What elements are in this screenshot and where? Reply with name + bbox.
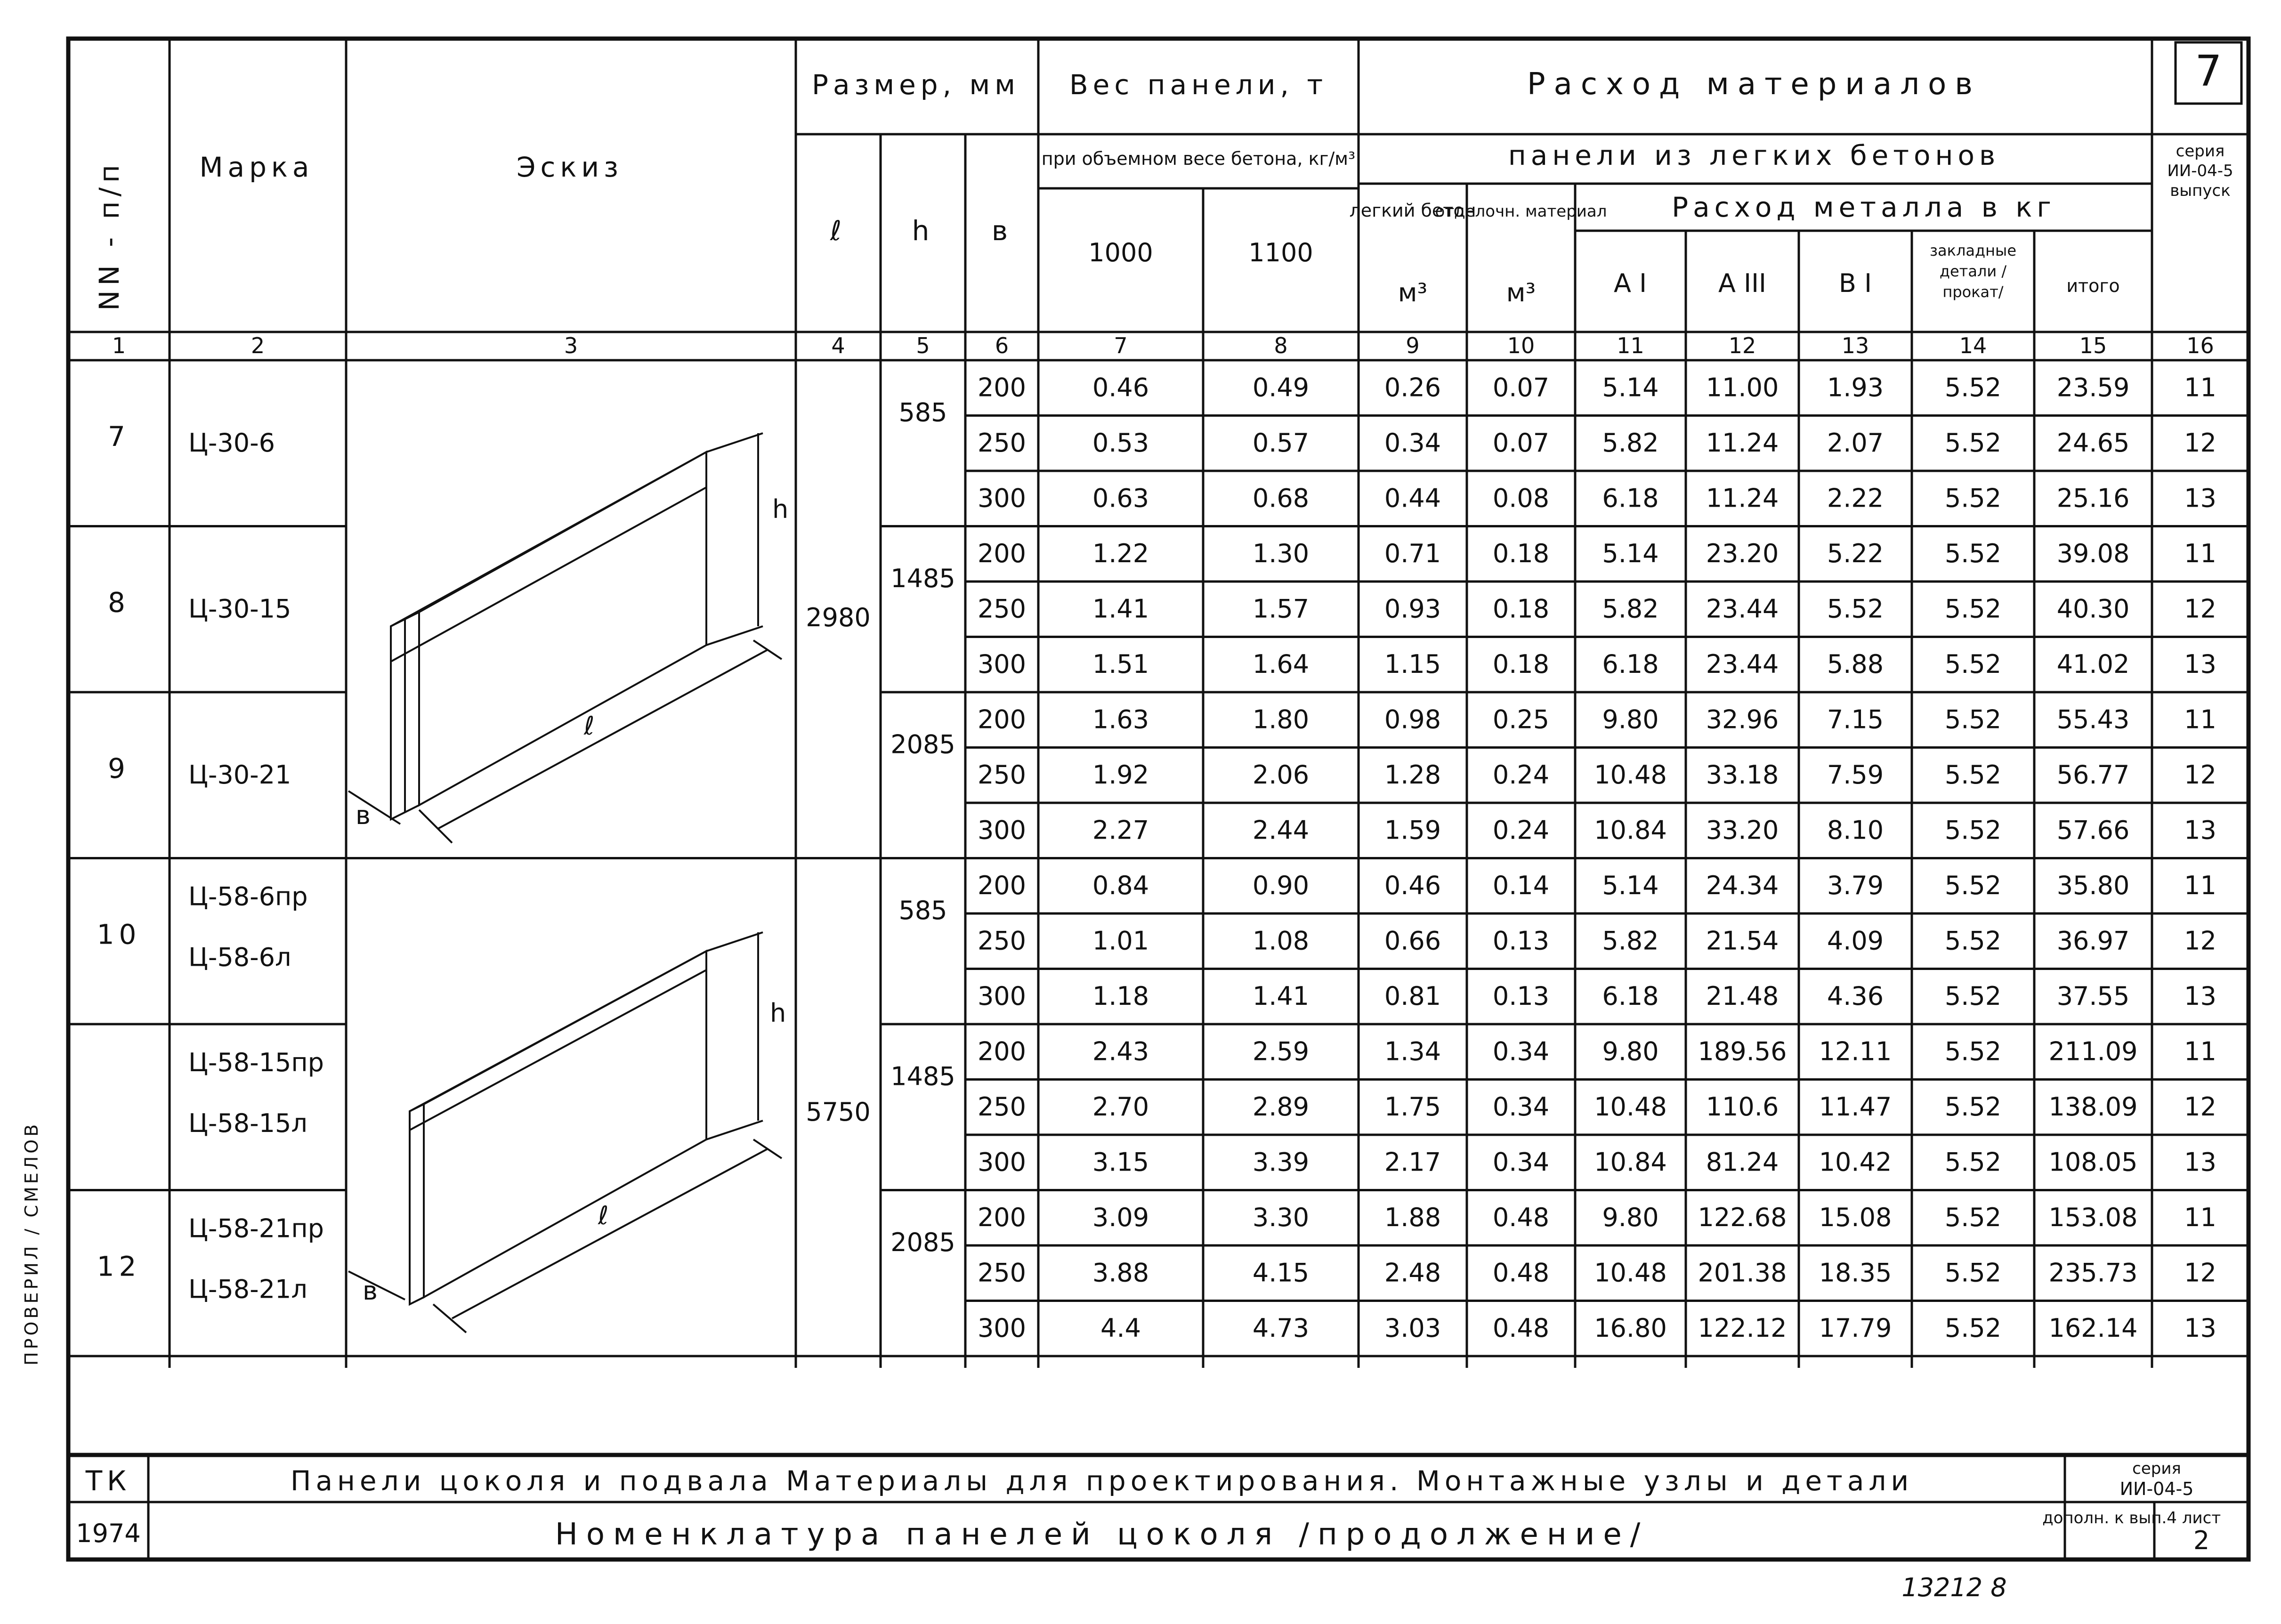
table-cell: 2.06 xyxy=(1252,759,1310,790)
header-embedded: закладные детали /прокат/ xyxy=(1929,242,2016,301)
table-cell: 11 xyxy=(2184,372,2216,403)
table-cell: 17.79 xyxy=(1819,1313,1892,1343)
header-light-concrete: легкий бетон xyxy=(1349,200,1476,221)
table-cell: 5.52 xyxy=(1944,372,2002,403)
table-cell: 1.18 xyxy=(1092,981,1149,1011)
table-cell: 250 xyxy=(977,1258,1027,1288)
table-cell: 189.56 xyxy=(1698,1036,1787,1067)
table-cell: 5.52 xyxy=(1944,759,2002,790)
table-cell: 3.09 xyxy=(1092,1202,1149,1232)
column-number: 1 xyxy=(112,333,126,358)
table-cell: 13 xyxy=(2184,649,2216,679)
column-number: 12 xyxy=(1728,333,1756,358)
table-cell: 11.00 xyxy=(1706,372,1779,403)
table-body xyxy=(68,372,2249,1356)
table-cell: 5.82 xyxy=(1602,428,1659,458)
header-unit-concrete: м³ xyxy=(1398,278,1428,307)
sheet-number: 7 xyxy=(2195,47,2222,96)
table-cell: 4.36 xyxy=(1827,981,1884,1011)
table-cell: 12 xyxy=(2184,428,2216,458)
panel-mark: Ц-58-15л xyxy=(188,1108,307,1139)
table-cell: 300 xyxy=(977,1313,1027,1343)
header-grid xyxy=(68,39,2249,1368)
footer-series-label: серия xyxy=(2132,1459,2181,1478)
panel-height: 2085 xyxy=(890,1227,955,1257)
table-cell: 2.07 xyxy=(1827,428,1884,458)
table-cell: 0.14 xyxy=(1492,870,1550,900)
table-cell: 2.44 xyxy=(1252,815,1310,845)
table-cell: 2.22 xyxy=(1827,483,1884,513)
table-cell: 0.93 xyxy=(1384,594,1441,624)
panel-mark: Ц-58-21пр xyxy=(188,1213,324,1244)
table-cell: 0.08 xyxy=(1492,483,1550,513)
table-cell: 13 xyxy=(2184,1313,2216,1343)
table-cell: 0.18 xyxy=(1492,538,1550,568)
table-cell: 0.48 xyxy=(1492,1313,1550,1343)
table-cell: 6.18 xyxy=(1602,981,1659,1011)
header-weight-1100: 1100 xyxy=(1248,238,1313,267)
table-cell: 11 xyxy=(2184,1202,2216,1232)
table-cell: 21.54 xyxy=(1706,926,1779,956)
table-cell: 0.24 xyxy=(1492,815,1550,845)
table-cell: 23.59 xyxy=(2056,372,2130,403)
table-cell: 5.22 xyxy=(1827,538,1884,568)
footer-series-value: ИИ-04-5 xyxy=(2119,1479,2194,1499)
table-cell: 7.59 xyxy=(1827,759,1884,790)
sketch2-h-label: h xyxy=(770,998,786,1028)
table-cell: 5.14 xyxy=(1602,372,1659,403)
table-cell: 5.52 xyxy=(1944,704,2002,735)
table-cell: 122.12 xyxy=(1698,1313,1787,1343)
table-cell: 1.88 xyxy=(1384,1202,1441,1232)
table-cell: 40.30 xyxy=(2056,594,2130,624)
table-cell: 3.03 xyxy=(1384,1313,1441,1343)
table-cell: 0.13 xyxy=(1492,926,1550,956)
header-nn: NN - п/п xyxy=(93,160,125,311)
row-number: 7 xyxy=(108,420,130,453)
panel-sketch-30 xyxy=(348,433,788,843)
table-cell: 1.28 xyxy=(1384,759,1441,790)
footer-addendum: дополн. к вып.4 xyxy=(2042,1509,2177,1527)
table-cell: 55.43 xyxy=(2056,704,2130,735)
table-cell: 2.43 xyxy=(1092,1036,1149,1067)
table-cell: 4.4 xyxy=(1100,1313,1141,1343)
column-number: 7 xyxy=(1114,333,1128,358)
column-number: 9 xyxy=(1406,333,1420,358)
table-cell: 5.52 xyxy=(1944,538,2002,568)
column-number: 10 xyxy=(1507,333,1535,358)
row-number: 9 xyxy=(108,752,130,785)
table-cell: 1.08 xyxy=(1252,926,1310,956)
length-value-2980: 2980 xyxy=(806,603,871,632)
column-number: 16 xyxy=(2186,333,2214,358)
table-cell: 18.35 xyxy=(1819,1258,1892,1288)
table-cell: 11.47 xyxy=(1819,1091,1892,1122)
panel-mark: Ц-30-15 xyxy=(188,594,291,624)
table-cell: 0.07 xyxy=(1492,428,1550,458)
panel-mark: Ц-30-6 xyxy=(188,428,275,458)
table-cell: 5.52 xyxy=(1944,649,2002,679)
table-cell: 11.24 xyxy=(1706,483,1779,513)
footer-subtitle: Номенклатура панелей цоколя /продолжение/ xyxy=(555,1517,1649,1552)
table-cell: 7.15 xyxy=(1827,704,1884,735)
table-cell: 0.46 xyxy=(1384,870,1441,900)
table-cell: 16.80 xyxy=(1594,1313,1667,1343)
panel-sketch-58 xyxy=(348,932,786,1333)
table-cell: 2.70 xyxy=(1092,1091,1149,1122)
header-weight-sub: при объемном весе бетона, кг/м³ xyxy=(1041,148,1356,169)
table-cell: 25.16 xyxy=(2056,483,2130,513)
table-cell: 10.84 xyxy=(1594,815,1667,845)
table-cell: 5.52 xyxy=(1944,1258,2002,1288)
table-cell: 5.52 xyxy=(1944,428,2002,458)
table-cell: 39.08 xyxy=(2056,538,2130,568)
table-cell: 0.53 xyxy=(1092,428,1149,458)
table-cell: 5.52 xyxy=(1944,815,2002,845)
table-cell: 5.82 xyxy=(1602,594,1659,624)
table-cell: 11 xyxy=(2184,1036,2216,1067)
table-cell: 1.59 xyxy=(1384,815,1441,845)
table-cell: 200 xyxy=(977,704,1027,735)
table-cell: 0.63 xyxy=(1092,483,1149,513)
table-cell: 1.93 xyxy=(1827,372,1884,403)
table-cell: 300 xyxy=(977,815,1027,845)
table-cell: 235.73 xyxy=(2048,1258,2138,1288)
table-cell: 250 xyxy=(977,594,1027,624)
sketch2-l-label: ℓ xyxy=(598,1201,609,1230)
table-cell: 122.68 xyxy=(1698,1202,1787,1232)
table-cell: 33.18 xyxy=(1706,759,1779,790)
table-cell: 0.66 xyxy=(1384,926,1441,956)
column-number: 8 xyxy=(1274,333,1288,358)
table-cell: 56.77 xyxy=(2056,759,2130,790)
footer-year: 1974 xyxy=(76,1519,141,1548)
column-number: 3 xyxy=(564,333,578,358)
header-size-h: h xyxy=(912,215,934,247)
table-cell: 37.55 xyxy=(2056,981,2130,1011)
table-cell: 5.52 xyxy=(1944,483,2002,513)
table-cell: 57.66 xyxy=(2056,815,2130,845)
footer-sheet-label: лист xyxy=(2182,1509,2221,1527)
table-cell: 24.65 xyxy=(2056,428,2130,458)
header-unit-finishing: м³ xyxy=(1506,278,1536,307)
header-size-b: в xyxy=(991,215,1013,247)
table-cell: 23.44 xyxy=(1706,649,1779,679)
table-cell: 200 xyxy=(977,870,1027,900)
table-cell: 1.41 xyxy=(1252,981,1310,1011)
table-cell: 300 xyxy=(977,483,1027,513)
table-cell: 138.09 xyxy=(2048,1091,2138,1122)
footer-title: Панели цоколя и подвала Материалы для проектирования. Монтажные узлы и детали xyxy=(290,1465,1914,1497)
table-cell: 11 xyxy=(2184,538,2216,568)
header-b1: В I xyxy=(1838,268,1872,298)
table-cell: 2.89 xyxy=(1252,1091,1310,1122)
table-cell: 5.52 xyxy=(1827,594,1884,624)
table-cell: 5.52 xyxy=(1944,926,2002,956)
column-number: 6 xyxy=(995,333,1009,358)
table-cell: 0.34 xyxy=(1492,1147,1550,1177)
table-cell: 0.34 xyxy=(1492,1036,1550,1067)
table-cell: 0.68 xyxy=(1252,483,1310,513)
header-size-l: ℓ xyxy=(830,215,846,247)
table-cell: 8.10 xyxy=(1827,815,1884,845)
table-cell: 110.6 xyxy=(1706,1091,1779,1122)
table-cell: 0.18 xyxy=(1492,594,1550,624)
length-value-5750: 5750 xyxy=(806,1097,871,1127)
table-cell: 9.80 xyxy=(1602,1036,1659,1067)
table-cell: 13 xyxy=(2184,981,2216,1011)
table-cell: 250 xyxy=(977,428,1027,458)
table-cell: 5.52 xyxy=(1944,594,2002,624)
table-cell: 0.57 xyxy=(1252,428,1310,458)
table-cell: 0.46 xyxy=(1092,372,1149,403)
table-cell: 12 xyxy=(2184,1091,2216,1122)
table-cell: 3.79 xyxy=(1827,870,1884,900)
table-cell: 1.22 xyxy=(1092,538,1149,568)
table-cell: 13 xyxy=(2184,1147,2216,1177)
table-cell: 1.63 xyxy=(1092,704,1149,735)
table-cell: 4.73 xyxy=(1252,1313,1310,1343)
panel-mark: Ц-58-21л xyxy=(188,1274,307,1304)
table-cell: 1.15 xyxy=(1384,649,1441,679)
table-cell: 0.13 xyxy=(1492,981,1550,1011)
table-cell: 1.57 xyxy=(1252,594,1310,624)
table-cell: 41.02 xyxy=(2056,649,2130,679)
table-cell: 200 xyxy=(977,1036,1027,1067)
table-cell: 300 xyxy=(977,649,1027,679)
table-cell: 1.34 xyxy=(1384,1036,1441,1067)
column-number: 5 xyxy=(916,333,930,358)
table-cell: 2.48 xyxy=(1384,1258,1441,1288)
table-cell: 32.96 xyxy=(1706,704,1779,735)
table-cell: 35.80 xyxy=(2056,870,2130,900)
sketch2-b-label: в xyxy=(363,1276,378,1306)
table-cell: 0.24 xyxy=(1492,759,1550,790)
table-cell: 5.88 xyxy=(1827,649,1884,679)
table-cell: 6.18 xyxy=(1602,483,1659,513)
table-cell: 3.88 xyxy=(1092,1258,1149,1288)
table-cell: 5.14 xyxy=(1602,870,1659,900)
table-cell: 36.97 xyxy=(2056,926,2130,956)
table-cell: 11 xyxy=(2184,704,2216,735)
table-cell: 0.49 xyxy=(1252,372,1310,403)
table-cell: 250 xyxy=(977,1091,1027,1122)
table-cell: 0.84 xyxy=(1092,870,1149,900)
table-cell: 2.59 xyxy=(1252,1036,1310,1067)
table-cell: 153.08 xyxy=(2048,1202,2138,1232)
header-materials-sub: панели из легких бетонов xyxy=(1508,139,2000,171)
header-finishing: отделочн. материал xyxy=(1435,202,1607,221)
table-cell: 0.34 xyxy=(1384,428,1441,458)
table-cell: 12 xyxy=(2184,759,2216,790)
table-cell: 5.52 xyxy=(1944,870,2002,900)
table-cell: 5.82 xyxy=(1602,926,1659,956)
table-cell: 12 xyxy=(2184,594,2216,624)
panel-mark: Ц-58-15пр xyxy=(188,1047,324,1077)
header-texts xyxy=(93,67,2244,330)
table-cell: 2.27 xyxy=(1092,815,1149,845)
margin-stamp: ПРОВЕРИЛ / СМЕЛОВ xyxy=(21,1121,42,1365)
table-cell: 13 xyxy=(2184,815,2216,845)
table-cell: 0.48 xyxy=(1492,1202,1550,1232)
table-cell: 1.51 xyxy=(1092,649,1149,679)
header-sketch: Эскиз xyxy=(517,151,623,183)
row-number: 12 xyxy=(97,1250,141,1283)
header-total: итого xyxy=(2066,275,2120,296)
table-cell: 23.20 xyxy=(1706,538,1779,568)
panel-mark: Ц-58-6л xyxy=(188,942,291,972)
header-mark: Марка xyxy=(199,151,314,183)
panel-height: 2085 xyxy=(890,729,955,759)
table-cell: 200 xyxy=(977,372,1027,403)
table-cell: 1.80 xyxy=(1252,704,1310,735)
table-cell: 250 xyxy=(977,759,1027,790)
table-cell: 1.64 xyxy=(1252,649,1310,679)
table-cell: 1.92 xyxy=(1092,759,1149,790)
table-cell: 0.26 xyxy=(1384,372,1441,403)
table-cell: 12.11 xyxy=(1819,1036,1892,1067)
table-cell: 5.52 xyxy=(1944,1202,2002,1232)
header-weight-1000: 1000 xyxy=(1088,238,1153,267)
sketch1-h-label: h xyxy=(772,494,789,524)
table-cell: 1.01 xyxy=(1092,926,1149,956)
panel-height: 585 xyxy=(898,397,947,428)
table-cell: 108.05 xyxy=(2048,1147,2138,1177)
table-cell: 23.44 xyxy=(1706,594,1779,624)
table-cell: 5.14 xyxy=(1602,538,1659,568)
row-number: 10 xyxy=(97,918,141,951)
table-cell: 12 xyxy=(2184,1258,2216,1288)
table-cell: 0.81 xyxy=(1384,981,1441,1011)
column-number: 2 xyxy=(251,333,265,358)
table-cell: 3.30 xyxy=(1252,1202,1310,1232)
sketch1-b-label: в xyxy=(356,800,371,830)
table-cell: 211.09 xyxy=(2048,1036,2138,1067)
header-series: серия ИИ-04-5 выпуск xyxy=(2167,142,2233,200)
panel-mark: Ц-58-6пр xyxy=(188,881,308,912)
table-cell: 10.48 xyxy=(1594,759,1667,790)
table-cell: 0.34 xyxy=(1492,1091,1550,1122)
table-cell: 6.18 xyxy=(1602,649,1659,679)
header-size: Размер, мм xyxy=(812,69,1020,101)
column-number: 14 xyxy=(1959,333,1987,358)
table-cell: 0.48 xyxy=(1492,1258,1550,1288)
table-cell: 162.14 xyxy=(2048,1313,2138,1343)
table-cell: 10.48 xyxy=(1594,1258,1667,1288)
panel-mark: Ц-30-21 xyxy=(188,759,291,790)
row-number: 8 xyxy=(108,586,130,619)
table-cell: 13 xyxy=(2184,483,2216,513)
table-cell: 0.90 xyxy=(1252,870,1310,900)
footer-code: ТК xyxy=(85,1465,131,1497)
table-cell: 0.71 xyxy=(1384,538,1441,568)
table-cell: 9.80 xyxy=(1602,1202,1659,1232)
header-weight: Вес панели, т xyxy=(1069,69,1328,101)
header-a1: А I xyxy=(1613,268,1647,298)
table-cell: 11 xyxy=(2184,870,2216,900)
sketch1-l-label: ℓ xyxy=(584,711,595,741)
panel-height: 585 xyxy=(898,895,947,925)
header-metal: Расход металла в кг xyxy=(1672,191,2056,223)
title-block xyxy=(68,1455,2249,1559)
table-cell: 11.24 xyxy=(1706,428,1779,458)
table-cell: 1.75 xyxy=(1384,1091,1441,1122)
table-cell: 250 xyxy=(977,926,1027,956)
table-cell: 0.18 xyxy=(1492,649,1550,679)
table-cell: 1.30 xyxy=(1252,538,1310,568)
table-cell: 1.41 xyxy=(1092,594,1149,624)
table-cell: 0.25 xyxy=(1492,704,1550,735)
table-cell: 33.20 xyxy=(1706,815,1779,845)
table-cell: 2.17 xyxy=(1384,1147,1441,1177)
table-cell: 10.42 xyxy=(1819,1147,1892,1177)
bottom-note: 13212 8 xyxy=(1901,1573,2007,1602)
table-cell: 300 xyxy=(977,1147,1027,1177)
column-numbers-row xyxy=(112,333,2214,358)
table-cell: 5.52 xyxy=(1944,1147,2002,1177)
table-cell: 24.34 xyxy=(1706,870,1779,900)
table-cell: 201.38 xyxy=(1698,1258,1787,1288)
table-cell: 5.52 xyxy=(1944,1313,2002,1343)
table-cell: 12 xyxy=(2184,926,2216,956)
column-number: 11 xyxy=(1617,333,1644,358)
footer-sheet-value: 2 xyxy=(2193,1526,2210,1555)
table-cell: 21.48 xyxy=(1706,981,1779,1011)
table-cell: 4.09 xyxy=(1827,926,1884,956)
table-cell: 200 xyxy=(977,1202,1027,1232)
table-cell: 5.52 xyxy=(1944,1036,2002,1067)
panel-height: 1485 xyxy=(890,1061,955,1091)
table-cell: 9.80 xyxy=(1602,704,1659,735)
table-cell: 3.15 xyxy=(1092,1147,1149,1177)
header-materials: Расход материалов xyxy=(1527,67,1981,102)
column-number: 15 xyxy=(2079,333,2107,358)
table-cell: 300 xyxy=(977,981,1027,1011)
table-cell: 10.48 xyxy=(1594,1091,1667,1122)
table-cell: 3.39 xyxy=(1252,1147,1310,1177)
table-cell: 0.98 xyxy=(1384,704,1441,735)
table-cell: 10.84 xyxy=(1594,1147,1667,1177)
column-number: 13 xyxy=(1841,333,1869,358)
table-cell: 5.52 xyxy=(1944,1091,2002,1122)
table-cell: 0.07 xyxy=(1492,372,1550,403)
table-cell: 4.15 xyxy=(1252,1258,1310,1288)
panel-height: 1485 xyxy=(890,563,955,593)
table-cell: 15.08 xyxy=(1819,1202,1892,1232)
table-cell: 5.52 xyxy=(1944,981,2002,1011)
table-cell: 81.24 xyxy=(1706,1147,1779,1177)
column-number: 4 xyxy=(831,333,845,358)
table-cell: 0.44 xyxy=(1384,483,1441,513)
table-cell: 200 xyxy=(977,538,1027,568)
header-a3: А III xyxy=(1718,268,1766,298)
